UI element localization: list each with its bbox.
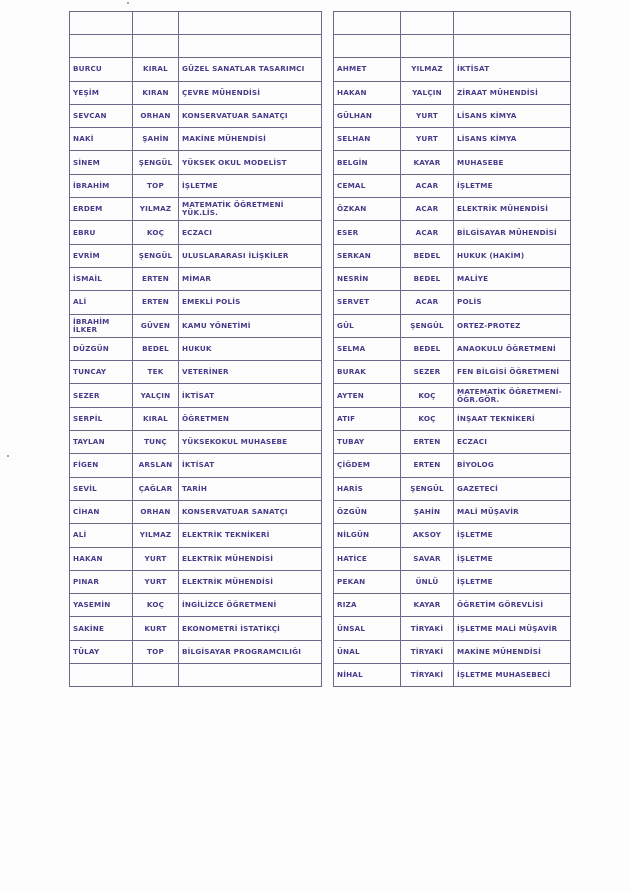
name-cell: İBRAHİM — [70, 174, 133, 197]
profession-cell: GÜZEL SANATLAR TASARIMCI — [179, 58, 322, 81]
right-table-row — [334, 151, 571, 174]
profession-cell: İKTİSAT — [454, 58, 571, 81]
right-table-row — [334, 174, 571, 197]
surname-cell: ACAR — [401, 174, 454, 197]
name-cell: İBRAHİM İLKER — [70, 314, 133, 337]
profession-cell: ELEKTRİK MÜHENDİSİ — [454, 198, 571, 221]
right-table-row — [334, 477, 571, 500]
profession-cell: POLİS — [454, 291, 571, 314]
surname-cell: YURT — [133, 547, 179, 570]
profession-cell: İŞLETME — [454, 524, 571, 547]
name-cell: PEKAN — [334, 570, 401, 593]
profession-cell: MUHASEBE — [454, 151, 571, 174]
surname-cell: YALÇIN — [401, 81, 454, 104]
surname-cell: KOÇ — [401, 384, 454, 407]
left-table-row — [70, 198, 322, 221]
profession-cell: ÖĞRETİM GÖREVLİSİ — [454, 594, 571, 617]
surname-cell: ACAR — [401, 198, 454, 221]
right-table-row — [334, 128, 571, 151]
name-cell: TUNCAY — [70, 361, 133, 384]
surname-cell: TOP — [133, 640, 179, 663]
name-cell: SERVET — [334, 291, 401, 314]
surname-cell: KOÇ — [401, 407, 454, 430]
name-cell: EBRU — [70, 221, 133, 244]
name-cell: BURAK — [334, 361, 401, 384]
name-cell: ÖZKAN — [334, 198, 401, 221]
right-table-row — [334, 524, 571, 547]
left-table-row — [70, 384, 322, 407]
name-cell: YASEMİN — [70, 594, 133, 617]
surname-cell: BEDEL — [133, 337, 179, 360]
name-cell: SİNEM — [70, 151, 133, 174]
profession-cell: MAKİNE MÜHENDİSİ — [179, 128, 322, 151]
scan-speck — [127, 2, 129, 4]
surname-cell: SEZER — [401, 361, 454, 384]
name-cell: FİGEN — [70, 454, 133, 477]
left-table-row — [70, 291, 322, 314]
left-table-row — [70, 35, 322, 58]
profession-cell: MALİYE — [454, 267, 571, 290]
left-table-row — [70, 431, 322, 454]
surname-cell: ERTEN — [133, 267, 179, 290]
left-table-row — [70, 221, 322, 244]
right-roster-table — [333, 11, 571, 687]
right-table-row — [334, 58, 571, 81]
name-cell: SERKAN — [334, 244, 401, 267]
left-table-row — [70, 314, 322, 337]
left-table-row — [70, 81, 322, 104]
left-table-row — [70, 58, 322, 81]
left-table-row — [70, 128, 322, 151]
right-table-row — [334, 570, 571, 593]
name-cell: ÖZGÜN — [334, 500, 401, 523]
name-cell: SEVCAN — [70, 104, 133, 127]
profession-cell: EKONOMETRİ İSTATİKÇİ — [179, 617, 322, 640]
left-table-row — [70, 594, 322, 617]
profession-cell: İKTİSAT — [179, 454, 322, 477]
profession-cell: İKTİSAT — [179, 384, 322, 407]
profession-cell: HUKUK — [179, 337, 322, 360]
name-cell: ÜNAL — [334, 640, 401, 663]
profession-cell: ANAOKULU ÖĞRETMENİ — [454, 337, 571, 360]
profession-cell: MAKİNE MÜHENDİSİ — [454, 640, 571, 663]
profession-cell: İŞLETME — [454, 570, 571, 593]
surname-cell: ŞENGÜL — [133, 244, 179, 267]
profession-cell: ELEKTRİK MÜHENDİSİ — [179, 570, 322, 593]
name-cell: SELMA — [334, 337, 401, 360]
surname-cell: ŞENGÜL — [401, 314, 454, 337]
left-table-row — [70, 12, 322, 35]
profession-cell: TARİH — [179, 477, 322, 500]
surname-cell: TİRYAKİ — [401, 617, 454, 640]
surname-cell: YILMAZ — [133, 524, 179, 547]
profession-cell: VETERİNER — [179, 361, 322, 384]
surname-cell: YURT — [401, 128, 454, 151]
name-cell: HATİCE — [334, 547, 401, 570]
name-cell: AHMET — [334, 58, 401, 81]
surname-cell: BEDEL — [401, 337, 454, 360]
name-cell: ATIF — [334, 407, 401, 430]
left-table-row — [70, 104, 322, 127]
left-table-row — [70, 361, 322, 384]
right-table-row — [334, 291, 571, 314]
profession-cell: ZİRAAT MÜHENDİSİ — [454, 81, 571, 104]
name-cell — [70, 12, 133, 35]
name-cell: TUBAY — [334, 431, 401, 454]
surname-cell: KAYAR — [401, 594, 454, 617]
surname-cell: YALÇIN — [133, 384, 179, 407]
surname-cell: ŞAHİN — [401, 500, 454, 523]
surname-cell: BEDEL — [401, 244, 454, 267]
name-cell: GÜLHAN — [334, 104, 401, 127]
name-cell: ERDEM — [70, 198, 133, 221]
profession-cell: FEN BİLGİSİ ÖĞRETMENİ — [454, 361, 571, 384]
name-cell: CEMAL — [334, 174, 401, 197]
surname-cell — [133, 664, 179, 687]
left-table-row — [70, 570, 322, 593]
name-cell: SERPİL — [70, 407, 133, 430]
left-table-row — [70, 477, 322, 500]
profession-cell: BİLGİSAYAR MÜHENDİSİ — [454, 221, 571, 244]
right-table-row — [334, 244, 571, 267]
profession-cell: HUKUK (HAKİM) — [454, 244, 571, 267]
profession-cell: İŞLETME — [179, 174, 322, 197]
surname-cell: ARSLAN — [133, 454, 179, 477]
right-table-row — [334, 267, 571, 290]
right-table-row — [334, 12, 571, 35]
right-table-row — [334, 104, 571, 127]
name-cell: PINAR — [70, 570, 133, 593]
profession-cell: ECZACI — [179, 221, 322, 244]
name-cell: HAKAN — [70, 547, 133, 570]
surname-cell: SAVAR — [401, 547, 454, 570]
surname-cell: YURT — [133, 570, 179, 593]
name-cell: SAKİNE — [70, 617, 133, 640]
right-table-row — [334, 407, 571, 430]
surname-cell: ŞENGÜL — [133, 151, 179, 174]
surname-cell: TİRYAKİ — [401, 640, 454, 663]
profession-cell: ÖĞRETMEN — [179, 407, 322, 430]
surname-cell: TOP — [133, 174, 179, 197]
right-table-row — [334, 617, 571, 640]
profession-cell: MİMAR — [179, 267, 322, 290]
name-cell — [70, 664, 133, 687]
left-table-row — [70, 547, 322, 570]
surname-cell: KIRAL — [133, 407, 179, 430]
surname-cell: ORHAN — [133, 500, 179, 523]
left-table-row — [70, 151, 322, 174]
right-table-row — [334, 547, 571, 570]
right-table-row — [334, 640, 571, 663]
right-table-row — [334, 221, 571, 244]
surname-cell — [133, 12, 179, 35]
surname-cell: ACAR — [401, 221, 454, 244]
surname-cell: GÜVEN — [133, 314, 179, 337]
surname-cell: ERTEN — [401, 431, 454, 454]
surname-cell: TİRYAKİ — [401, 664, 454, 687]
right-table-row — [334, 198, 571, 221]
surname-cell — [401, 12, 454, 35]
profession-cell: LİSANS KİMYA — [454, 128, 571, 151]
name-cell: CİHAN — [70, 500, 133, 523]
right-table-row — [334, 314, 571, 337]
profession-cell: ÇEVRE MÜHENDİSİ — [179, 81, 322, 104]
left-table-row — [70, 174, 322, 197]
surname-cell: KIRAL — [133, 58, 179, 81]
profession-cell: İŞLETME — [454, 174, 571, 197]
name-cell: SEZER — [70, 384, 133, 407]
profession-cell: ECZACI — [454, 431, 571, 454]
name-cell: EVRİM — [70, 244, 133, 267]
profession-cell: BİLGİSAYAR PROGRAMCILIĞI — [179, 640, 322, 663]
name-cell: ÇİĞDEM — [334, 454, 401, 477]
right-table-row — [334, 664, 571, 687]
profession-cell: ULUSLARARASI İLİŞKİLER — [179, 244, 322, 267]
name-cell — [70, 35, 133, 58]
surname-cell: ERTEN — [133, 291, 179, 314]
profession-cell: MALİ MÜŞAVİR — [454, 500, 571, 523]
right-table-row — [334, 454, 571, 477]
surname-cell — [401, 35, 454, 58]
name-cell: ESER — [334, 221, 401, 244]
surname-cell: ŞENGÜL — [401, 477, 454, 500]
surname-cell: ERTEN — [401, 454, 454, 477]
profession-cell: ELEKTRİK MÜHENDİSİ — [179, 547, 322, 570]
surname-cell: YILMAZ — [133, 198, 179, 221]
left-table-row — [70, 244, 322, 267]
surname-cell — [133, 35, 179, 58]
profession-cell: MATEMATİK ÖĞRETMENİ YÜK.LİS. — [179, 198, 322, 221]
right-table-row — [334, 431, 571, 454]
profession-cell: ELEKTRİK TEKNİKERİ — [179, 524, 322, 547]
name-cell: YEŞİM — [70, 81, 133, 104]
left-table-row — [70, 454, 322, 477]
profession-cell: LİSANS KİMYA — [454, 104, 571, 127]
profession-cell: BİYOLOG — [454, 454, 571, 477]
profession-cell — [179, 664, 322, 687]
name-cell: TÜLAY — [70, 640, 133, 663]
name-cell: NESRİN — [334, 267, 401, 290]
name-cell: BELGİN — [334, 151, 401, 174]
name-cell: RIZA — [334, 594, 401, 617]
profession-cell — [454, 35, 571, 58]
left-roster-table — [69, 11, 322, 687]
profession-cell: İŞLETME MUHASEBECİ — [454, 664, 571, 687]
surname-cell: KOÇ — [133, 594, 179, 617]
profession-cell: EMEKLİ POLİS — [179, 291, 322, 314]
name-cell — [334, 35, 401, 58]
right-table-row — [334, 500, 571, 523]
profession-cell — [454, 12, 571, 35]
profession-cell: YÜKSEK OKUL MODELİST — [179, 151, 322, 174]
name-cell: GÜL — [334, 314, 401, 337]
name-cell: SEVİL — [70, 477, 133, 500]
profession-cell: MATEMATİK ÖĞRETMENİ-ÖĞR.GÖR. — [454, 384, 571, 407]
surname-cell: TEK — [133, 361, 179, 384]
name-cell: AYTEN — [334, 384, 401, 407]
profession-cell: KONSERVATUAR SANATÇI — [179, 500, 322, 523]
name-cell: HAKAN — [334, 81, 401, 104]
surname-cell: YURT — [401, 104, 454, 127]
name-cell: HARİS — [334, 477, 401, 500]
surname-cell: ÇAĞLAR — [133, 477, 179, 500]
profession-cell: İŞLETME MALİ MÜŞAVİR — [454, 617, 571, 640]
left-table-row — [70, 337, 322, 360]
surname-cell: BEDEL — [401, 267, 454, 290]
name-cell: SELHAN — [334, 128, 401, 151]
profession-cell: GAZETECİ — [454, 477, 571, 500]
surname-cell: KAYAR — [401, 151, 454, 174]
surname-cell: TUNÇ — [133, 431, 179, 454]
surname-cell: KIRAN — [133, 81, 179, 104]
left-table-row — [70, 617, 322, 640]
surname-cell: AKSOY — [401, 524, 454, 547]
scan-speck — [7, 455, 9, 457]
right-table-row — [334, 594, 571, 617]
surname-cell: ACAR — [401, 291, 454, 314]
name-cell: ALİ — [70, 524, 133, 547]
right-table-row — [334, 337, 571, 360]
name-cell: BURCU — [70, 58, 133, 81]
surname-cell: ORHAN — [133, 104, 179, 127]
profession-cell: KAMU YÖNETİMİ — [179, 314, 322, 337]
right-table-row — [334, 361, 571, 384]
name-cell: ÜNSAL — [334, 617, 401, 640]
left-table-row — [70, 267, 322, 290]
profession-cell: YÜKSEKOKUL MUHASEBE — [179, 431, 322, 454]
surname-cell: ŞAHİN — [133, 128, 179, 151]
profession-cell — [179, 12, 322, 35]
left-table-row — [70, 640, 322, 663]
name-cell: ALİ — [70, 291, 133, 314]
name-cell: DÜZGÜN — [70, 337, 133, 360]
right-table-row — [334, 384, 571, 407]
name-cell — [334, 12, 401, 35]
name-cell: NAKİ — [70, 128, 133, 151]
profession-cell — [179, 35, 322, 58]
profession-cell: ORTEZ-PROTEZ — [454, 314, 571, 337]
surname-cell: YILMAZ — [401, 58, 454, 81]
profession-cell: İNŞAAT TEKNİKERİ — [454, 407, 571, 430]
profession-cell: İŞLETME — [454, 547, 571, 570]
right-table-row — [334, 35, 571, 58]
name-cell: İSMAİL — [70, 267, 133, 290]
right-table-row — [334, 81, 571, 104]
left-table-row — [70, 524, 322, 547]
surname-cell: KURT — [133, 617, 179, 640]
profession-cell: KONSERVATUAR SANATÇI — [179, 104, 322, 127]
name-cell: NİHAL — [334, 664, 401, 687]
surname-cell: ÜNLÜ — [401, 570, 454, 593]
profession-cell: İNGİLİZCE ÖĞRETMENİ — [179, 594, 322, 617]
surname-cell: KOÇ — [133, 221, 179, 244]
left-table-row — [70, 664, 322, 687]
left-table-row — [70, 407, 322, 430]
name-cell: NİLGÜN — [334, 524, 401, 547]
left-table-row — [70, 500, 322, 523]
name-cell: TAYLAN — [70, 431, 133, 454]
